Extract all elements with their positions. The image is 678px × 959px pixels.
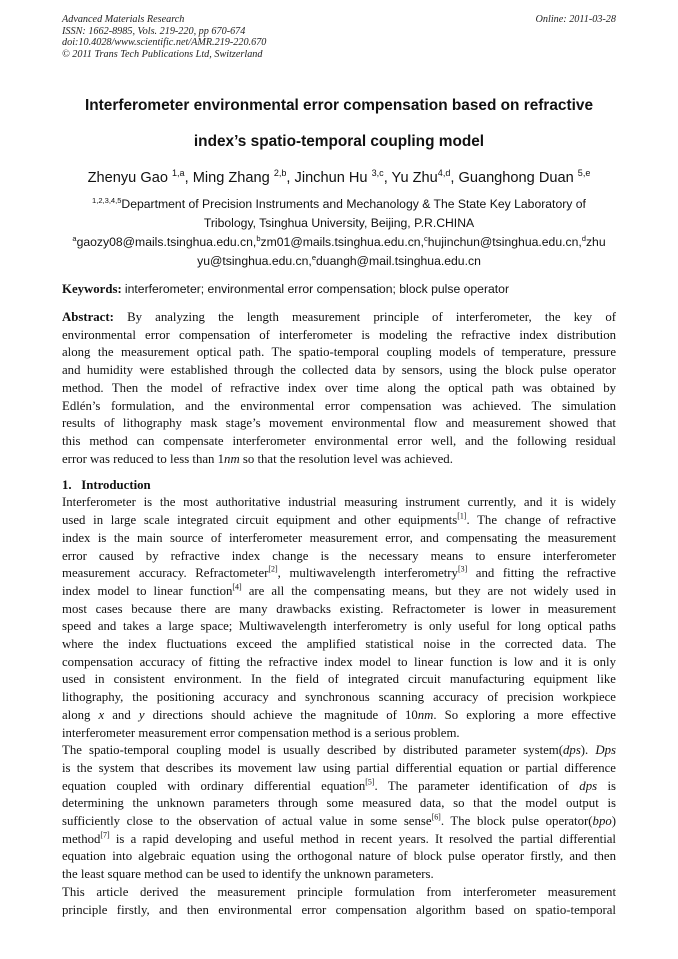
keywords-text: interferometer; environmental error compensation; block pulse operator	[124, 282, 510, 297]
citation[interactable]: [5]	[365, 777, 375, 787]
intro-line: used in large scale integrated circuit equipment and other equipments[1]. The change of refractive	[62, 511, 616, 528]
citation[interactable]: [1]	[457, 511, 467, 521]
intro-line: method[7] is a rapid developing and useful method in recent years. It resolved the partial differential	[62, 830, 616, 846]
journal-header	[62, 14, 616, 60]
email-d-cont[interactable]: yu@tsinghua.edu.cn,	[197, 254, 312, 269]
author-name: Zhenyu Gao	[87, 170, 168, 187]
introduction-body	[62, 494, 616, 919]
intro-line: measurement accuracy. Refractometer[2], multiwavelength interferometry[3] and fitting the refractive	[62, 564, 616, 581]
intro-line: speed and takes a large space; Multiwavelength interferometry is only useful for long optical paths	[62, 619, 616, 634]
affiliation	[62, 195, 616, 271]
email-line-1	[62, 233, 616, 252]
intro-line: error caused by refractive index change is the necessary means to ensure interferometer	[62, 548, 616, 563]
email-sup: e	[311, 253, 317, 263]
email-e[interactable]: duangh@mail.tsinghua.edu.cn	[316, 254, 481, 269]
abstract-line: results of lithography mask stage’s movement environmental flow and measurement showed that	[62, 416, 616, 431]
section-number: 1.	[62, 478, 72, 493]
affiliation-line-2: Tribology, Tsinghua University, Beijing, P.R.CHINA	[203, 216, 475, 231]
intro-line: sufficiently close to the observation of actual value in some sense[6]. The block pulse operator(bpo)	[62, 812, 617, 829]
abstract-last-line: error was reduced to less than 1nm so that the resolution level was achieved.	[62, 451, 453, 466]
author-sup: 3,c	[371, 168, 384, 179]
email-sup: a	[72, 234, 77, 244]
abstract-line: Edlén’s formulation, and the environmental error compensation was achieved. The simulation	[62, 398, 616, 413]
section-title: Introduction	[81, 478, 151, 493]
intro-line: equation into algebraic equation using the orthogonal nature of block pulse operator firstly, and then	[62, 849, 616, 864]
paper-title	[62, 88, 616, 160]
citation[interactable]: [7]	[100, 830, 110, 840]
online-date: Online: 2011-03-28	[535, 14, 616, 25]
author-sup: 5,e	[577, 168, 591, 179]
intro-line: index model to linear function[4] are all the compensating means, but they are not widely used in	[62, 582, 616, 598]
author-name: Guanghong Duan	[458, 170, 574, 187]
email-c[interactable]: hujinchun@tsinghua.edu.cn,	[427, 235, 582, 250]
intro-line: determining the unknown parameters through some measured data, so that the model output is	[62, 796, 616, 811]
author-sup: 2,b	[273, 168, 287, 179]
intro-line: where the index fluctuations exceed the amplified statistical noise in the corrected data. The	[62, 637, 616, 652]
intro-line: Interferometer is the most authoritative industrial measuring instrument currently, and it is widely	[62, 495, 616, 510]
author-name: Ming Zhang	[192, 170, 270, 187]
intro-line: used in consistent environment. In the field of integrated circuit manufacturing equipment like	[62, 672, 616, 687]
abstract-line: By analyzing the length measurement principle of interferometer, the key of	[127, 310, 616, 325]
keywords-label: Keywords:	[62, 282, 122, 297]
issn-line: ISSN: 1662-8985, Vols. 219-220, pp 670-674	[62, 25, 246, 37]
author-sup: 4,d	[437, 168, 451, 179]
author-list: Zhenyu Gao $^{1,a}$, Ming Zhang $^{2,b}$, Jinchun Hu $^{3,c}$, Yu Zhu$^{4,d}$, Guanghong Duan $^{5,e}$	[87, 168, 591, 187]
intro-line: principle firstly, and then environmental error compensation algorithm based on spatio-temporal	[62, 902, 616, 917]
abstract-line: along the measurement optical path. The spatio-temporal coupling models of temperature, pressure	[62, 345, 616, 360]
author-name: Jinchun Hu	[294, 170, 368, 187]
keywords	[62, 281, 616, 299]
abstract	[62, 309, 616, 468]
citation[interactable]: [2]	[268, 564, 278, 574]
email-d[interactable]: zhu	[585, 235, 606, 250]
affiliation-line-1: Department of Precision Instruments and Mechanology & The State Key Laboratory of	[121, 197, 586, 212]
email-b[interactable]: zm01@mails.tsinghua.edu.cn,	[260, 235, 424, 250]
intro-line: This article derived the measurement principle formulation from interferometer measurement	[62, 884, 616, 899]
copyright-line: © 2011 Trans Tech Publications Ltd, Switzerland	[62, 48, 263, 60]
citation[interactable]: [6]	[431, 812, 441, 822]
citation[interactable]: [3]	[457, 564, 468, 574]
title-line-1: Interferometer environmental error compensation based on refractive	[84, 97, 594, 115]
section-heading-introduction	[62, 476, 616, 494]
doi-line[interactable]: doi:10.4028/www.scientific.net/AMR.219-220.670	[62, 37, 267, 49]
intro-line: is the system that describes its movement law using partial differential equation or partial difference	[62, 760, 616, 775]
author-name: Yu Zhu	[391, 170, 438, 187]
abstract-line: environmental error compensation of interferometer is modeling the refractive index distribution	[62, 327, 616, 342]
abstract-line: and humidity were established through the collected data by sensors, using the block pulse operator	[62, 363, 616, 378]
email-line-2	[62, 252, 616, 271]
title-line-2: index’s spatio-temporal coupling model	[193, 133, 485, 151]
abstract-label: Abstract:	[62, 310, 114, 325]
intro-line: lithography, the positioning accuracy and synchronous scanning accuracy of precision workpiece	[62, 690, 616, 705]
intro-line: equation coupled with ordinary differential equation[5]. The parameter identification of dps is	[62, 777, 616, 793]
email-a[interactable]: gaozy08@mails.tsinghua.edu.cn,	[76, 235, 257, 250]
intro-line: interferometer measurement error compensation method is a serious problem.	[62, 725, 460, 740]
abstract-line: method. Then the model of refractive index over time along the optical path was obtained by	[62, 380, 616, 395]
intro-line: compensation accuracy of fitting the refractive index model to linear function is low and it is only	[62, 654, 616, 669]
journal-name: Advanced Materials Research	[62, 14, 185, 25]
intro-line: most cases because there are many drawbacks existing. Refractometer is lower in measurement	[62, 601, 616, 616]
intro-line: the least square method can be used to identify the unknown parameters.	[62, 867, 434, 882]
email-sup: c	[423, 234, 428, 244]
abstract-line: this method can compensate interferometer environmental error well, and the following residual	[62, 434, 616, 448]
intro-line: index is the main source of interferometer measurement error, and compensating the measurement	[62, 530, 616, 545]
intro-line: along x and y directions should achieve the magnitude of 10nm. So exploring a more effective	[62, 707, 616, 722]
affiliation-sup: 1,2,3,4,5	[92, 196, 122, 206]
intro-line: The spatio-temporal coupling model is usually described by distributed parameter system(dps). Dps	[62, 743, 616, 758]
email-sup: b	[256, 234, 261, 244]
email-sup: d	[581, 234, 586, 244]
author-sup: 1,a	[172, 168, 185, 179]
citation[interactable]: [4]	[232, 582, 242, 592]
